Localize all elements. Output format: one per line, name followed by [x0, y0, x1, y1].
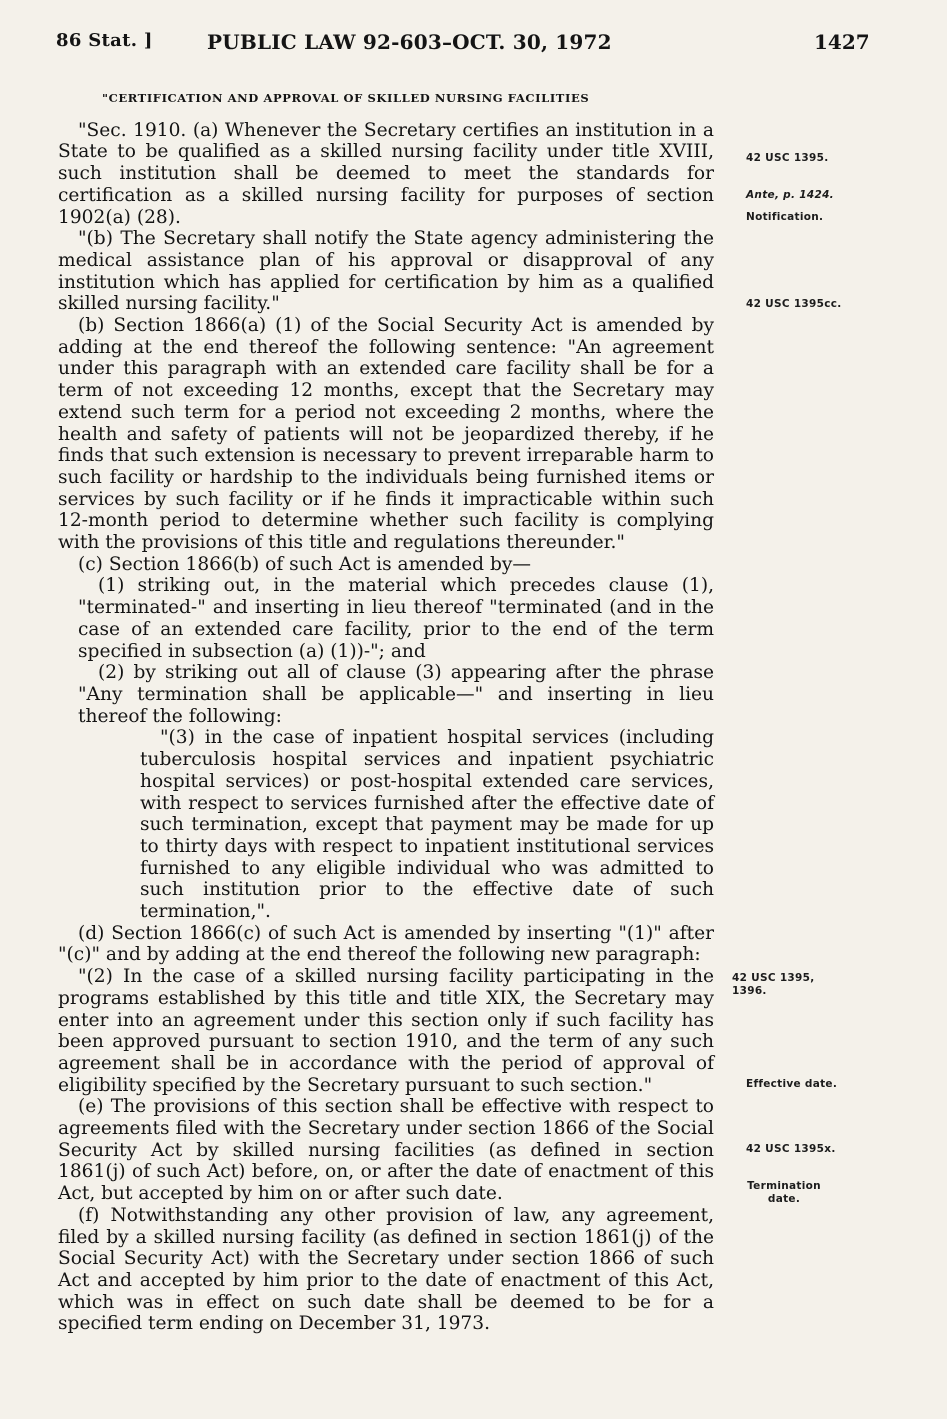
main-text-column: [58, 88, 714, 1335]
paragraph-c: (c) Section 1866(b) of such Act is amended by—: [78, 553, 531, 575]
paragraph-d: (d) Section 1866(c) of such Act is amended by inserting "(1)" after "(c)" and by adding at the end thereof the following new paragraph:: [58, 922, 714, 966]
paragraph-f: (f) Notwithstanding any other provision of law, any agreement, filed by a skilled nursing facility (as defined in section 1861(j) of the Social Security Act) with the Secretary under section 1866 of such Act and accepted by him prior to the date of enactment of this Act, which was in effect on such date shall be deemed to be for a specified term ending on December 31, 1973.: [58, 1204, 714, 1335]
margin-note-usc-1395cc: 42 USC 1395cc.: [746, 298, 842, 310]
paragraph-c-2: (2) by striking out all of clause (3) appearing after the phrase "Any termination shall be applicable—" and inserting in lieu thereof the following:: [78, 662, 714, 727]
statute-reference: 86 Stat. ]: [56, 30, 153, 51]
paragraph-d-2: "(2) In the case of a skilled nursing facility participating in the programs established by this title and title XIX, the Secretary may enter into an agreement under this section only if such facility has been approved pursuant to section 1910, and the term of any such agreement shall be in accordance with the period of approval of eligibility specified by the Secretary pursuant to such section.": [58, 966, 714, 1096]
section-heading: "CERTIFICATION AND APPROVAL OF SKILLED NURSING FACILITIES: [102, 91, 590, 105]
margin-note-ante: Ante, p. 1424.: [746, 189, 834, 201]
paragraph-sec-1910-a: "Sec. 1910. (a) Whenever the Secretary certifies an institution in a State to be qualified as a skilled nursing facility under title XVIII, such institution shall be deemed to meet the standards for certification as a skilled nursing facility for purposes of section 1902(a) (28).: [58, 119, 714, 228]
page-title: PUBLIC LAW 92-603–OCT. 30, 1972: [207, 30, 612, 54]
margin-note-usc-1395x: 42 USC 1395x.: [746, 1143, 836, 1155]
paragraph-e: (e) The provisions of this section shall be effective with respect to agreements filed with the Secretary under section 1866 of the Social Security Act by skilled nursing facilities (as defined in section 1861(j) of such Act) before, on, or after the date of enactment of this Act, but accepted by him on or after such date.: [58, 1096, 714, 1205]
margin-note-termination-date: Termination date.: [747, 1180, 821, 1205]
paragraph-sec-1910-b: "(b) The Secretary shall notify the State agency administering the medical assistance plan of his approval or disapproval of any institution which has applied for certification by him as a qualified skilled nursing facility.": [58, 228, 714, 315]
margin-note-usc-1395-1396: 42 USC 1395, 1396.: [732, 972, 815, 997]
margin-note-notification: Notification.: [746, 211, 824, 223]
paragraph-b: (b) Section 1866(a) (1) of the Social Security Act is amended by adding at the end thereof the following sentence: "An agreement under this paragraph with an extended care facility shall be for a term of not exceeding 12 months, except that the Secretary may extend such term for a period not exceeding 2 months, where the health and safety of patients will not be jeopardized thereby, if he finds that such extension is necessary to prevent irreparable harm to such facility or hardship to the individuals being furnished items or services by such facility or if he finds it impracticable within such 12-month period to determine whether such facility is complying with the provisions of this title and regulations thereunder.": [58, 315, 714, 554]
margin-note-effective-date: Effective date.: [746, 1078, 838, 1090]
paragraph-c-1: (1) striking out, in the material which precedes clause (1), "terminated-" and inserting in lieu thereof "terminated (and in the case of an extended care facility, prior to the end of the term specified in subsection (a) (1))-"; and: [78, 575, 714, 662]
margin-note-usc-1395: 42 USC 1395.: [746, 152, 829, 164]
page-number: 1427: [814, 30, 870, 54]
paragraph-clause-3: "(3) in the case of inpatient hospital services (including tuberculosis hospital services and inpatient psychiatric hospital services) or post-hospital extended care services, with respect to services furnished after the effective date of such termination, except that payment may be made for up to thirty days with respect to inpatient institutional services furnished to any eligible individual who was admitted to such institution prior to the effective date of such termination,".: [140, 727, 714, 923]
